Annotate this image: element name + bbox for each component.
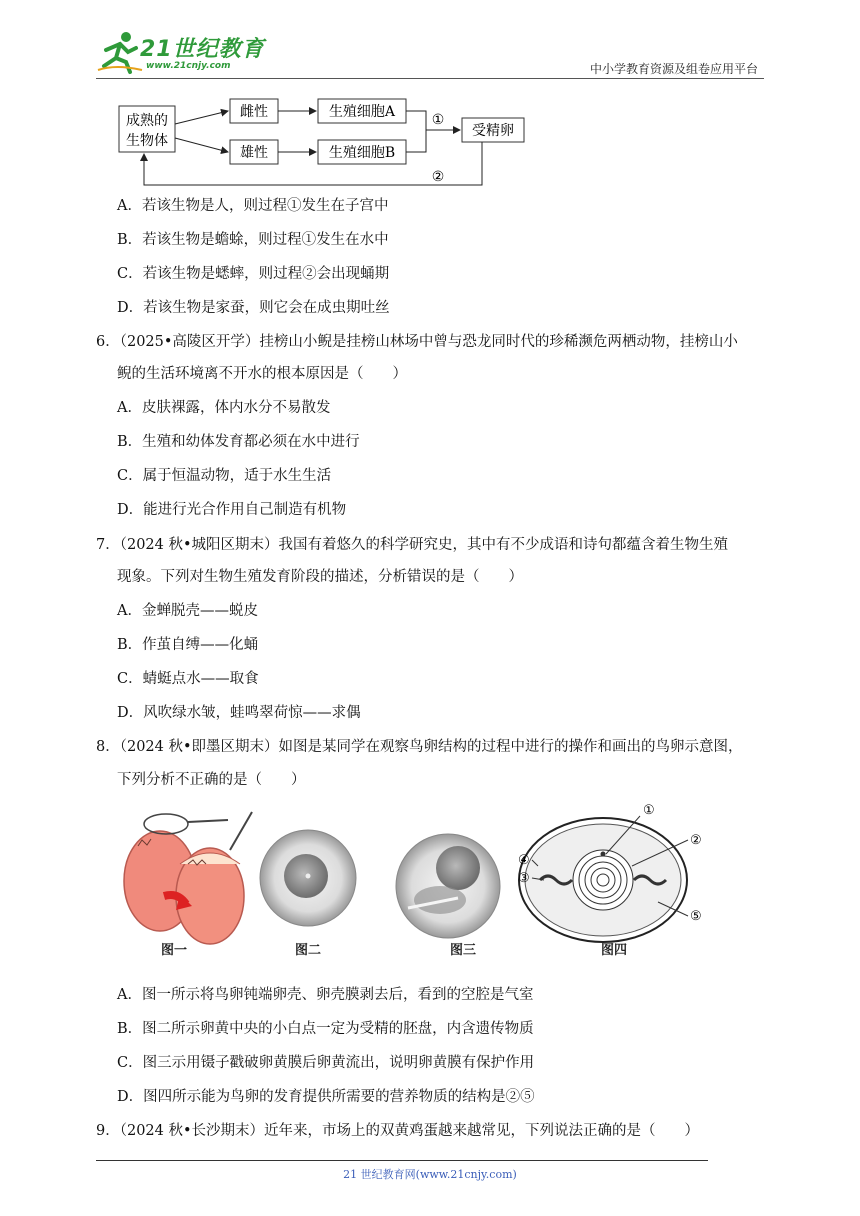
figure-1-caption: 图一: [160, 943, 188, 958]
q5-option-d[interactable]: D．若该生物是家蚕，则它会在成虫期吐丝: [117, 300, 390, 316]
q5-option-b[interactable]: B．若该生物是蟾蜍，则过程①发生在水中: [117, 232, 389, 248]
female-label: 雌性: [240, 104, 268, 120]
figure-4-label-1: ①: [643, 803, 655, 818]
q7-option-d[interactable]: D．风吹绿水皱，蛙鸣翠荷惊——求偶: [117, 705, 361, 721]
figure-4-label-4: ④: [518, 853, 530, 868]
figure-3-caption: 图三: [449, 943, 477, 958]
figure-4-label-5: ⑤: [690, 909, 702, 924]
footer-link[interactable]: 21 世纪教育网(www.21cnjy.com): [343, 1168, 517, 1181]
figure-4-caption: 图四: [600, 943, 628, 958]
cell-b-label: 生殖细胞B: [328, 145, 396, 161]
figure-2-caption: 图二: [294, 943, 322, 958]
q9-stem-line-1: 9．（2024 秋•长沙期末）近年来，市场上的双黄鸡蛋越来越常见，下列说法正确的是（ ）: [96, 1123, 700, 1139]
figure-4-label-3: ③: [518, 871, 530, 886]
figure-1-egg-shell: [124, 812, 252, 944]
q6-option-a[interactable]: A．皮肤裸露，体内水分不易散发: [117, 400, 331, 416]
organism-label-2: 生物体: [126, 133, 168, 149]
site-logo[interactable]: [96, 28, 266, 78]
q6-option-d[interactable]: D．能进行光合作用自己制造有机物: [117, 502, 347, 518]
q6-stem-line-2: 鲵的生活环境离不开水的根本原因是（ ）: [117, 366, 407, 382]
q8-stem-line-1: 8．（2024 秋•即墨区期末）如图是某同学在观察鸟卵结构的过程中进行的操作和画出的鸟卵示意图，: [96, 739, 743, 755]
q5-option-c[interactable]: C．若该生物是蟋蟀，则过程②会出现蛹期: [117, 266, 390, 282]
site-name: 中小学教育资源及组卷应用平台: [589, 62, 758, 76]
figure-4-egg-diagram: [519, 818, 687, 942]
q8-option-b[interactable]: B．图二所示卵黄中央的小白点一定为受精的胚盘，内含遗传物质: [117, 1021, 534, 1037]
process-1-label: ①: [431, 112, 445, 128]
organism-label-1: 成熟的: [126, 113, 168, 129]
header-divider: [96, 78, 764, 79]
figure-2-dish: [260, 830, 356, 926]
q8-stem-line-2: 下列分析不正确的是（ ）: [117, 772, 306, 788]
page-header: [96, 28, 764, 80]
egg-structure-figures: [118, 803, 702, 966]
cell-a-label: 生殖细胞A: [328, 104, 396, 120]
logo-text: 21世纪教育: [140, 37, 265, 62]
q7-stem-line-1: 7．（2024 秋•城阳区期末）我国有着悠久的科学研究史，其中有不少成语和诗句都蕴含着生物生殖: [96, 537, 729, 553]
process-2-label: ②: [431, 169, 445, 185]
q7-option-b[interactable]: B．作茧自缚——化蛹: [117, 637, 259, 653]
male-label: 雄性: [240, 145, 268, 161]
runner-icon: [96, 30, 144, 74]
figure-3-dish: [396, 834, 500, 938]
figure-4-label-2: ②: [690, 833, 702, 848]
q8-option-c[interactable]: C．图三示用镊子戳破卵黄膜后卵黄流出，说明卵黄膜有保护作用: [117, 1055, 535, 1071]
q7-option-a[interactable]: A．金蝉脱壳——蜕皮: [117, 603, 258, 619]
footer-divider: [96, 1160, 708, 1161]
q6-option-c[interactable]: C．属于恒温动物，适于水生生活: [117, 468, 332, 484]
q6-option-b[interactable]: B．生殖和幼体发育都必须在水中进行: [117, 434, 360, 450]
q7-stem-line-2: 现象。下列对生物生殖发育阶段的描述，分析错误的是（ ）: [117, 569, 523, 585]
q8-option-d[interactable]: D．图四所示能为鸟卵的发育提供所需要的营养物质的结构是②⑤: [117, 1089, 535, 1105]
q7-option-c[interactable]: C．蜻蜓点水——取食: [117, 671, 259, 687]
reproduction-flow-diagram: [110, 96, 540, 196]
zygote-label: 受精卵: [472, 123, 514, 139]
q6-stem-line-1: 6．（2025•高陵区开学）挂榜山小鲵是挂榜山林场中曾与恐龙同时代的珍稀濒危两栖动物，挂榜山小: [96, 334, 738, 350]
q8-option-a[interactable]: A．图一所示将鸟卵钝端卵壳、卵壳膜剥去后，看到的空腔是气室: [117, 987, 534, 1003]
q5-option-a[interactable]: A．若该生物是人，则过程①发生在子宫中: [117, 198, 389, 214]
logo-url: www.21cnjy.com: [146, 61, 231, 71]
